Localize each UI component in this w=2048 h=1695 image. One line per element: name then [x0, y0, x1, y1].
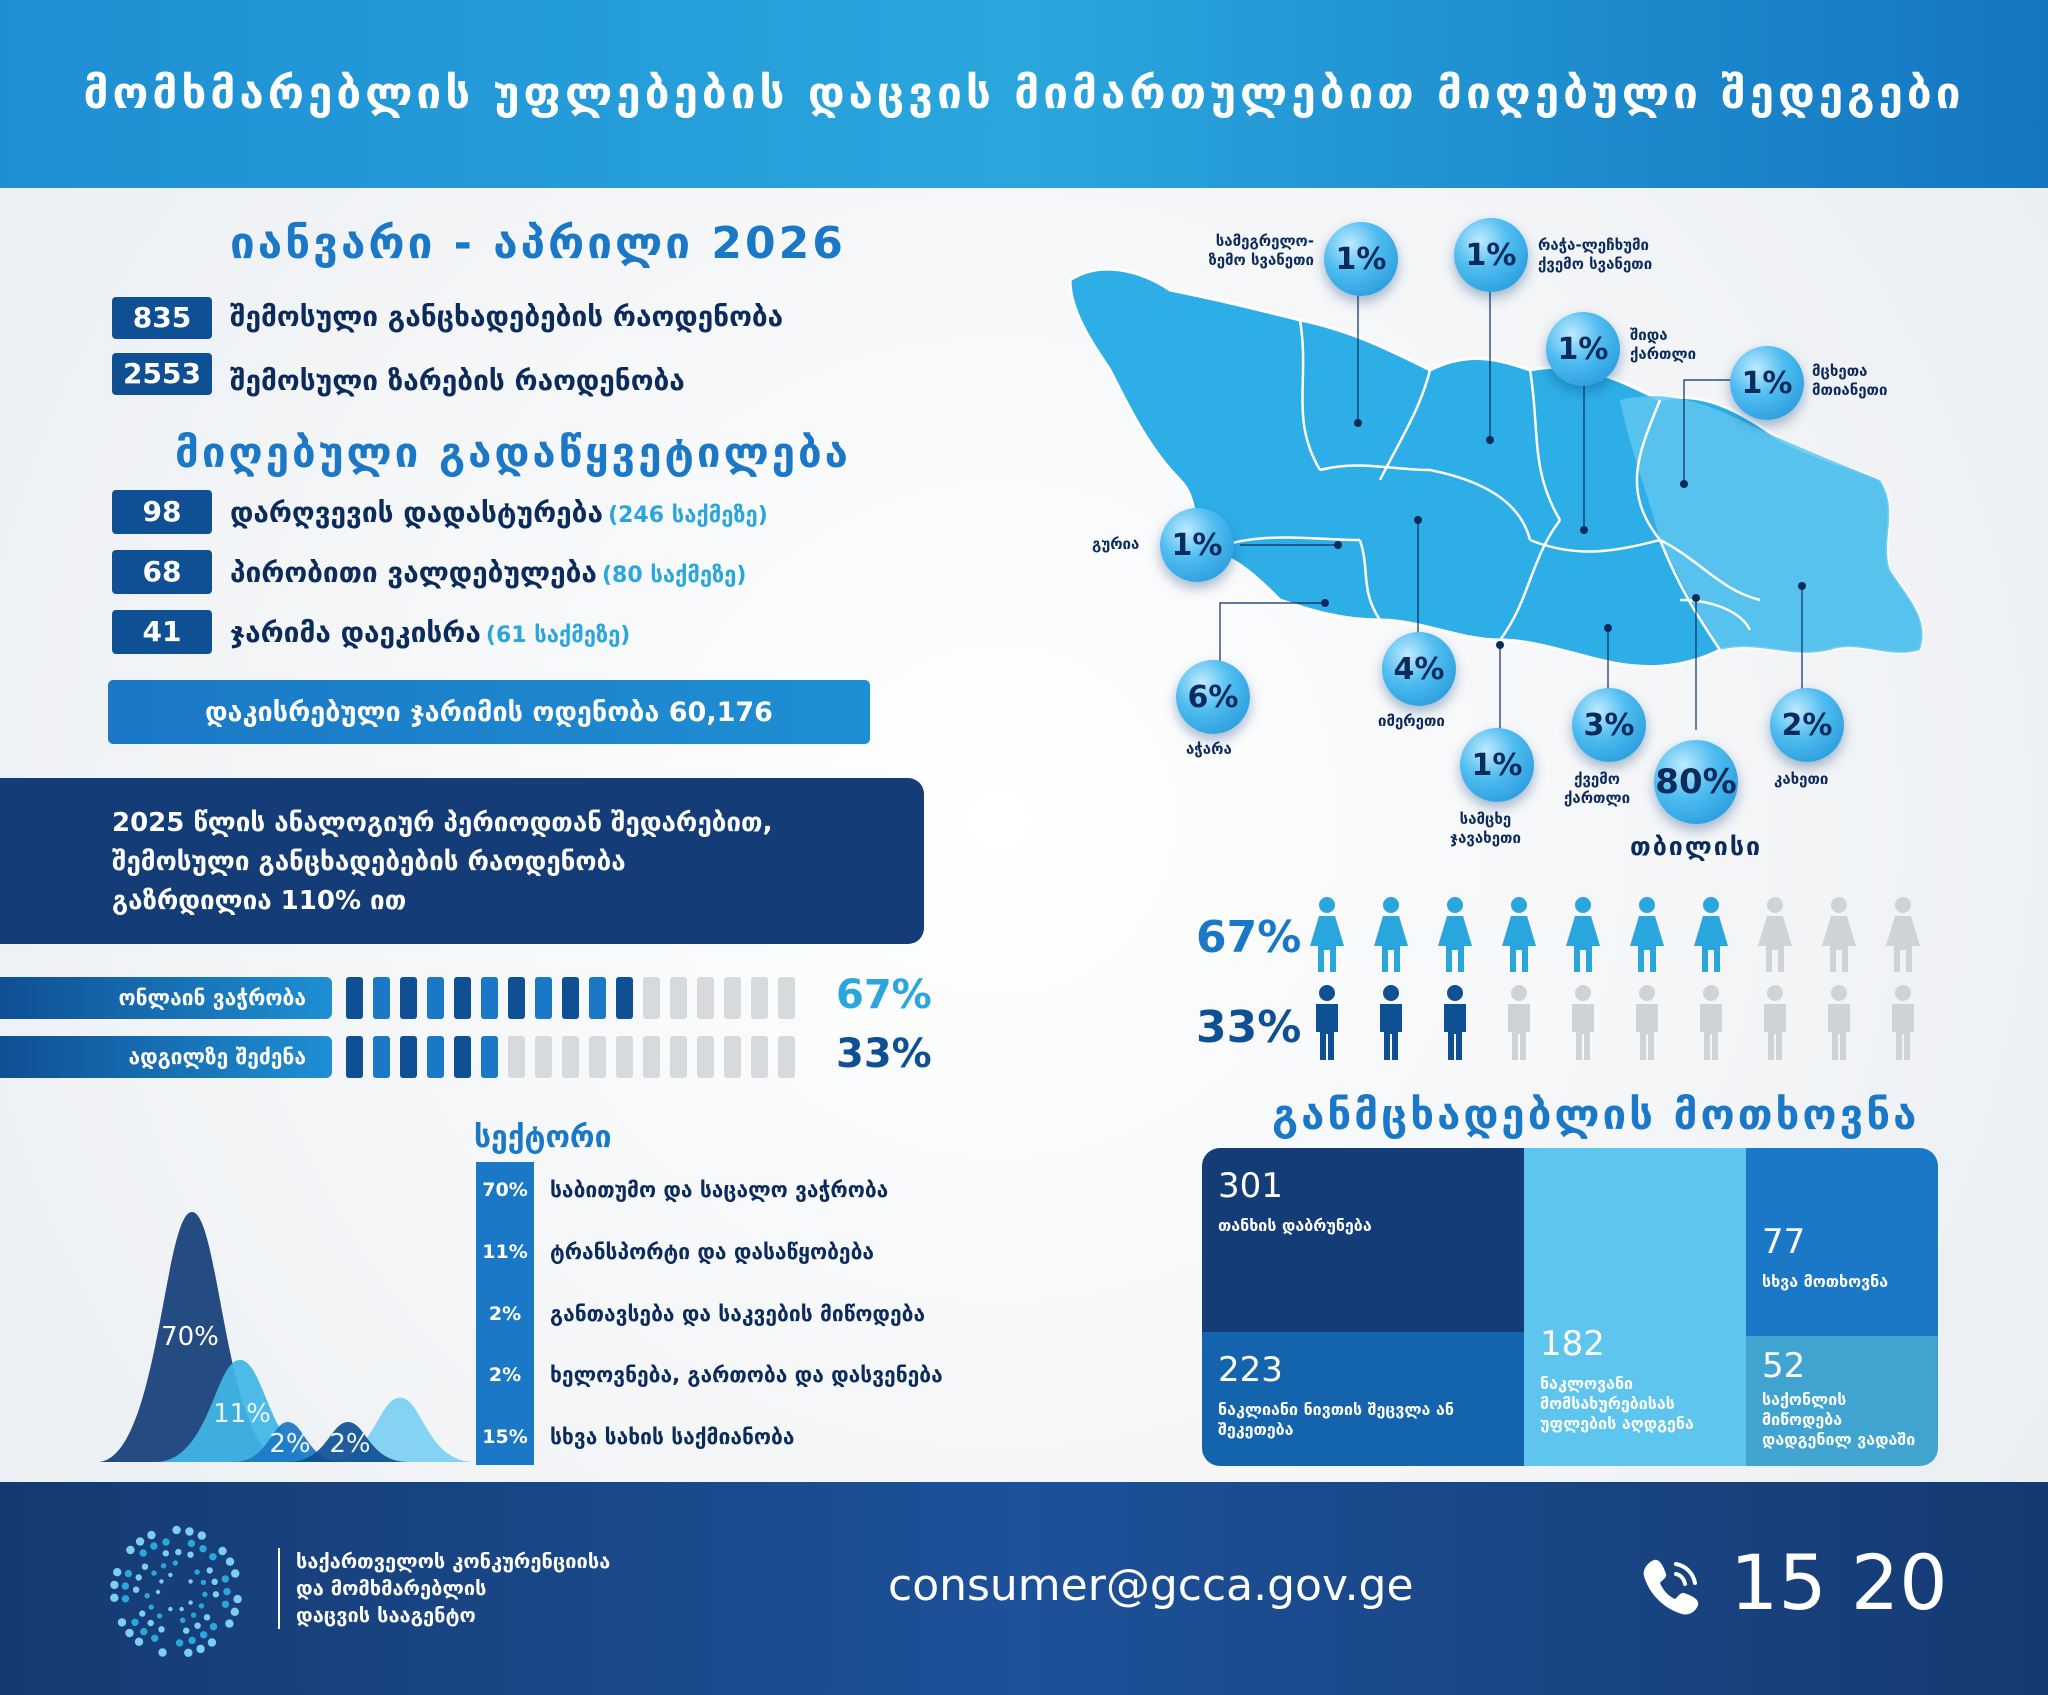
calls-count: 2553 — [112, 353, 212, 395]
female-person-icon — [1434, 896, 1476, 974]
sector-peak-label: 11% — [213, 1399, 271, 1429]
female-person-icon — [1818, 896, 1860, 974]
comparison-box — [0, 778, 924, 944]
sector-row — [476, 1224, 874, 1280]
request-tile-replace — [1202, 1332, 1524, 1466]
channel-online-pct: 67% — [836, 972, 932, 1018]
request-value: 301 — [1218, 1166, 1283, 1206]
region-bubble-samtskhe: 1% — [1460, 728, 1534, 802]
male-person-icon — [1498, 984, 1540, 1062]
footer-phone-number[interactable]: 15 20 — [1730, 1538, 1948, 1627]
channel-segment — [373, 1036, 390, 1078]
sector-row — [476, 1286, 925, 1342]
channel-segment — [481, 1036, 498, 1078]
region-label-mtskheta: მცხეთა მთიანეთი — [1812, 362, 1888, 399]
request-tile-delivery — [1746, 1336, 1938, 1466]
channel-segment — [427, 1036, 444, 1078]
decision-violation-label: დარღვევის დადასტურება — [230, 496, 603, 529]
region-label-samegrelo: სამეგრელო- ზემო სვანეთი — [1208, 232, 1314, 269]
region-label-kakheti: კახეთი — [1774, 770, 1829, 788]
channel-segment — [643, 977, 660, 1019]
sector-heading: სექტორი — [474, 1120, 612, 1155]
page-title: მომხმარებლის უფლებების დაცვის მიმართულებით მიღებული შედეგები — [83, 68, 1965, 119]
request-label: საქონლის მიწოდება დადგენილ ვადაში — [1762, 1390, 1916, 1449]
sector-label: საბითუმო და საცალო ვაჭრობა — [550, 1178, 889, 1202]
channel-segment — [778, 977, 795, 1019]
agency-logo-icon — [108, 1524, 244, 1660]
female-person-icon — [1306, 896, 1348, 974]
gender-female-icons — [1306, 896, 1924, 974]
decision-violation-count: 98 — [112, 490, 212, 534]
channel-segment — [724, 1036, 741, 1078]
region-label-racha: რაჭა-ლეჩხუმი ქვემო სვანეთი — [1538, 236, 1653, 273]
channel-segment — [751, 1036, 768, 1078]
channel-segment — [508, 977, 525, 1019]
channel-segment — [697, 1036, 714, 1078]
request-label: ნაკლიანი ნივთის შეცვლა ან შეკეთება — [1218, 1400, 1454, 1439]
sector-row — [476, 1347, 943, 1403]
male-person-icon — [1690, 984, 1732, 1062]
request-tile-service — [1524, 1148, 1746, 1466]
sector-peak-label: 2% — [329, 1429, 371, 1459]
applications-label: შემოსული განცხადებების რაოდენობა — [230, 300, 784, 333]
sector-label: ხელოვნება, გართობა და დასვენება — [550, 1363, 943, 1387]
region-label-tbilisi: თბილისი — [1630, 832, 1763, 861]
region-bubble-kakheti: 2% — [1770, 688, 1844, 762]
decision-fine-label: ჯარიმა დაეკისრა — [230, 616, 481, 649]
channel-online-segments — [346, 977, 795, 1019]
gender-male-pct: 33% — [1196, 1002, 1302, 1053]
female-person-icon — [1498, 896, 1540, 974]
gender-female-pct: 67% — [1196, 912, 1302, 963]
request-value: 223 — [1218, 1350, 1283, 1390]
region-bubble-imereti: 4% — [1382, 632, 1456, 706]
channel-segment — [400, 1036, 417, 1078]
female-person-icon — [1754, 896, 1796, 974]
footer-email[interactable]: consumer@gcca.gov.ge — [888, 1560, 1414, 1611]
period-heading: იანვარი - აპრილი 2026 — [230, 218, 846, 269]
region-label-shida-kartli: შიდა ქართლი — [1630, 326, 1697, 363]
male-person-icon — [1434, 984, 1476, 1062]
sector-peak-label: 2% — [269, 1429, 311, 1459]
decision-conditional-label: პირობითი ვალდებულება — [230, 556, 597, 589]
sector-pct: 11% — [476, 1224, 534, 1280]
request-value: 182 — [1540, 1324, 1605, 1364]
female-person-icon — [1370, 896, 1412, 974]
channel-segment — [373, 977, 390, 1019]
request-value: 77 — [1762, 1222, 1806, 1262]
channel-segment — [589, 1036, 606, 1078]
sector-label: განთავსება და საკვების მიწოდება — [550, 1302, 926, 1326]
decision-violation-note: (246 საქმეზე) — [608, 503, 768, 528]
region-label-samtskhe: სამცხე ჯავახეთი — [1450, 810, 1521, 847]
region-bubble-kvemo-kartli: 3% — [1572, 688, 1646, 762]
channel-segment — [724, 977, 741, 1019]
phone-icon — [1636, 1552, 1706, 1622]
calls-label: შემოსული ზარების რაოდენობა — [230, 364, 685, 397]
footer-org-name — [278, 1548, 610, 1629]
male-person-icon — [1626, 984, 1668, 1062]
male-person-icon — [1306, 984, 1348, 1062]
comparison-line-1: 2025 წლის ანალოგიურ პერიოდთან შედარებით, — [112, 808, 773, 838]
female-person-icon — [1882, 896, 1924, 974]
region-bubble-shida-kartli: 1% — [1546, 312, 1620, 386]
sector-label: ტრანსპორტი და დასაწყობება — [550, 1240, 875, 1264]
sector-pct: 2% — [476, 1347, 534, 1403]
channel-segment — [535, 977, 552, 1019]
male-person-icon — [1818, 984, 1860, 1062]
male-person-icon — [1370, 984, 1412, 1062]
sector-pct: 15% — [476, 1409, 534, 1465]
channel-segment — [562, 977, 579, 1019]
sector-peak-label: 70% — [161, 1322, 219, 1352]
female-person-icon — [1626, 896, 1668, 974]
sector-row — [476, 1409, 794, 1465]
decision-conditional-row — [230, 556, 746, 589]
male-person-icon — [1562, 984, 1604, 1062]
requests-heading: განმცხადებლის მოთხოვნა — [1272, 1090, 1920, 1139]
comparison-line-3: გაზრდილია 110% ით — [112, 886, 407, 916]
region-bubble-guria: 1% — [1160, 508, 1234, 582]
male-person-icon — [1882, 984, 1924, 1062]
channel-segment — [508, 1036, 525, 1078]
channel-segment — [454, 977, 471, 1019]
channel-offline-pct: 33% — [836, 1031, 932, 1077]
decision-fine-count: 41 — [112, 610, 212, 654]
request-label: სხვა მოთხოვნა — [1762, 1272, 1889, 1291]
request-tile-refund — [1202, 1148, 1524, 1332]
channel-segment — [481, 977, 498, 1019]
decision-conditional-note: (80 საქმეზე) — [602, 563, 747, 588]
sector-peak-chart — [100, 1200, 480, 1465]
applications-count: 835 — [112, 297, 212, 339]
channel-offline-bar: ადგილზე შეძენა — [0, 1036, 332, 1078]
channel-segment — [346, 1036, 363, 1078]
request-label: თანხის დაბრუნება — [1218, 1216, 1372, 1235]
comparison-line-2: შემოსული განცხადებების რაოდენობა — [112, 847, 626, 877]
decision-fine-row — [230, 616, 630, 649]
decisions-heading: მიღებული გადაწყვეტილება — [175, 428, 851, 477]
decision-fine-note: (61 საქმეზე) — [485, 623, 631, 648]
request-label: ნაკლოვანი მომსახურებისას უფლების აღდგენა — [1540, 1374, 1694, 1433]
sector-pct: 70% — [476, 1162, 534, 1218]
request-tile-other — [1746, 1148, 1938, 1336]
channel-online-bar: ონლაინ ვაჭრობა — [0, 977, 332, 1019]
channel-segment — [454, 1036, 471, 1078]
region-bubble-tbilisi: 80% — [1654, 740, 1738, 824]
channel-segment — [427, 977, 444, 1019]
footer-org-line: და მომხმარებლის — [296, 1576, 487, 1600]
sector-peak-label: 15% — [373, 1365, 431, 1395]
decision-conditional-count: 68 — [112, 550, 212, 594]
channel-segment — [346, 977, 363, 1019]
female-person-icon — [1690, 896, 1732, 974]
region-bubble-racha: 1% — [1454, 218, 1528, 292]
sector-label: სხვა სახის საქმიანობა — [550, 1425, 795, 1449]
female-person-icon — [1562, 896, 1604, 974]
request-value: 52 — [1762, 1346, 1806, 1386]
region-label-guria: გურია — [1092, 535, 1140, 553]
decision-violation-row — [230, 496, 768, 529]
channel-offline-segments — [346, 1036, 795, 1078]
gender-male-icons — [1306, 984, 1924, 1062]
sector-row — [476, 1162, 888, 1218]
sector-pct: 2% — [476, 1286, 534, 1342]
channel-segment — [616, 1036, 633, 1078]
channel-segment — [400, 977, 417, 1019]
channel-segment — [562, 1036, 579, 1078]
channel-segment — [751, 977, 768, 1019]
region-label-kvemo-kartli: ქვემო ქართლი — [1564, 770, 1631, 807]
channel-segment — [616, 977, 633, 1019]
requests-treemap — [1202, 1148, 1938, 1466]
region-bubble-adjara: 6% — [1176, 660, 1250, 734]
footer-org-line: საქართველოს კონკურენციისა — [296, 1549, 611, 1573]
footer-org-line: დაცვის სააგენტო — [296, 1603, 476, 1627]
channel-segment — [697, 977, 714, 1019]
channel-segment — [670, 977, 687, 1019]
channel-segment — [778, 1036, 795, 1078]
region-label-adjara: აჭარა — [1186, 740, 1232, 758]
channel-segment — [535, 1036, 552, 1078]
channel-segment — [643, 1036, 660, 1078]
fine-total-bar: დაკისრებული ჯარიმის ოდენობა 60,176 — [108, 680, 870, 744]
region-bubble-mtskheta: 1% — [1730, 346, 1804, 420]
region-label-imereti: იმერეთი — [1378, 712, 1445, 730]
region-bubble-samegrelo: 1% — [1324, 222, 1398, 296]
channel-segment — [589, 977, 606, 1019]
channel-segment — [670, 1036, 687, 1078]
male-person-icon — [1754, 984, 1796, 1062]
